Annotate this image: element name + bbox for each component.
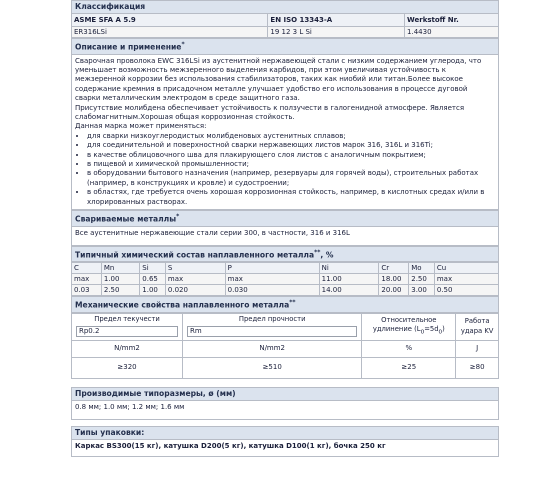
table-cell: 0.65	[140, 274, 166, 285]
chemistry-title: Типичный химический состав наплавленного металла**, %	[72, 246, 499, 262]
description-paragraph-1: Сварочная проволока EWC 316LSi из аустенитной нержавеющей стали с низким содержанием углерода, что уменьшает возможность межзеренного выделения карбидов, при этом увеличивая устойчивость к межзеренной коррозии без использования стабилизаторов, таких как ниобий или титан.Более высокое содержание кремния в присадочном металле улучшает удобство его использования в процессе дуговой сварки металлическим электродом в среде защитного газа.	[75, 56, 482, 103]
chem-header-p: P	[225, 263, 319, 274]
table-cell: 2.50	[409, 274, 435, 285]
classification-value-werkstoff: 1.4430	[405, 27, 499, 38]
classification-header-asme: ASME SFA A 5.9	[72, 14, 268, 27]
chem-header-ni: Ni	[319, 263, 379, 274]
description-body	[72, 54, 499, 210]
datasheet	[71, 0, 499, 457]
tensile-strength-symbol: Rm	[187, 326, 357, 337]
table-cell: 0.030	[225, 285, 319, 296]
table-cell: 18.00	[379, 274, 409, 285]
chemistry-section	[71, 246, 499, 263]
chem-header-mo: Mo	[409, 263, 435, 274]
yield-strength-label: Предел текучести	[94, 315, 160, 324]
table-cell: 1.00	[140, 285, 166, 296]
table-cell: 2.50	[101, 285, 139, 296]
table-cell: 3.00	[409, 285, 435, 296]
packaging-section	[71, 426, 499, 457]
mechanical-title: Механические свойства наплавленного металла**	[72, 297, 499, 313]
classification-title: Классификация	[72, 1, 499, 14]
yield-strength-symbol: Rp0.2	[76, 326, 178, 337]
metals-section	[71, 210, 499, 246]
spacer	[71, 379, 499, 387]
metals-title: Свариваемые металлы*	[72, 211, 499, 227]
packaging-text: Каркас BS300(15 кг), катушка D200(5 кг), катушка D100(1 кг), бочка 250 кг	[72, 439, 499, 456]
yield-strength-cell	[72, 313, 183, 340]
chem-header-si: Si	[140, 263, 166, 274]
sizes-title: Производимые типоразмеры, ø (мм)	[72, 387, 499, 400]
table-cell: max	[72, 274, 102, 285]
classification-value-en: 19 12 3 L Si	[268, 27, 405, 38]
tensile-strength-unit: N/mm2	[183, 340, 362, 357]
chem-header-s: S	[165, 263, 225, 274]
table-cell: 20.00	[379, 285, 409, 296]
chem-header-mn: Mn	[101, 263, 139, 274]
tensile-strength-cell	[183, 313, 362, 340]
chem-header-cr: Cr	[379, 263, 409, 274]
chemistry-table	[71, 262, 499, 296]
applications-list	[75, 132, 495, 207]
table-cell: 0.50	[434, 285, 498, 296]
impact-energy-value: ≥80	[456, 357, 499, 378]
classification-table	[71, 0, 499, 38]
list-item: • в областях, где требуется очень хорошая коррозионная стойкость, например, в кислотных средах и/или в хлорированных растворах.	[87, 188, 495, 207]
table-cell: max	[165, 274, 225, 285]
metals-text: Все аустенитные нержавеющие стали серии 300, в частности, 316 и 316L	[72, 226, 499, 245]
classification-header-werkstoff: Werkstoff Nr.	[405, 14, 499, 27]
elongation-unit: %	[362, 340, 456, 357]
impact-energy-label: Работа удара KV	[456, 313, 499, 340]
classification-header-en: EN ISO 13343-A	[268, 14, 405, 27]
classification-value-asme: ER316LSi	[72, 27, 268, 38]
sizes-section	[71, 387, 499, 420]
list-item: • в пищевой и химической промышленности;	[87, 160, 495, 169]
description-section	[71, 38, 499, 210]
table-cell: 0.020	[165, 285, 225, 296]
list-item: • для соединительной и поверхностной сварки нержавеющих листов марок 316, 316L и 316Ti;	[87, 141, 495, 150]
tensile-strength-value: ≥510	[183, 357, 362, 378]
list-item: • в качестве облицовочного шва для плакирующего слоя листов с аналогичным покрытием;	[87, 151, 495, 160]
description-paragraph-3: Данная марка может применяться:	[75, 122, 207, 131]
elongation-value: ≥25	[362, 357, 456, 378]
chem-header-c: C	[72, 263, 102, 274]
tensile-strength-label: Предел прочности	[238, 315, 306, 324]
table-cell: 1.00	[101, 274, 139, 285]
mechanical-table	[71, 313, 499, 379]
sizes-text: 0.8 мм; 1.0 мм; 1.2 мм; 1.6 мм	[72, 400, 499, 419]
chem-header-cu: Cu	[434, 263, 498, 274]
table-cell: max	[434, 274, 498, 285]
mechanical-section	[71, 296, 499, 313]
table-cell: 0.03	[72, 285, 102, 296]
list-item: • в оборудовании бытового назначения (например, резервуары для горячей воды), строительных работах (например, в конструкциях и кровле) и судостроении;	[87, 169, 495, 188]
description-paragraph-2: Присутствие молибдена обеспечивает устойчивость к ползучести в галогенидной атмосфере. Является слабомагнитным.Хорошая общая коррозионная стойкость.	[75, 103, 465, 121]
table-cell: 11.00	[319, 274, 379, 285]
impact-energy-unit: J	[456, 340, 499, 357]
elongation-label: Относительное удлинение $(L_0=5d_0)$	[362, 313, 456, 340]
description-title: Описание и применение*	[72, 39, 499, 55]
packaging-title: Типы упаковки:	[72, 426, 499, 439]
list-item: • для сварки низкоуглеродистых молибденовых аустенитных сплавов;	[87, 132, 495, 141]
table-cell: 14.00	[319, 285, 379, 296]
table-cell: max	[225, 274, 319, 285]
yield-strength-value: ≥320	[72, 357, 183, 378]
yield-strength-unit: N/mm2	[72, 340, 183, 357]
